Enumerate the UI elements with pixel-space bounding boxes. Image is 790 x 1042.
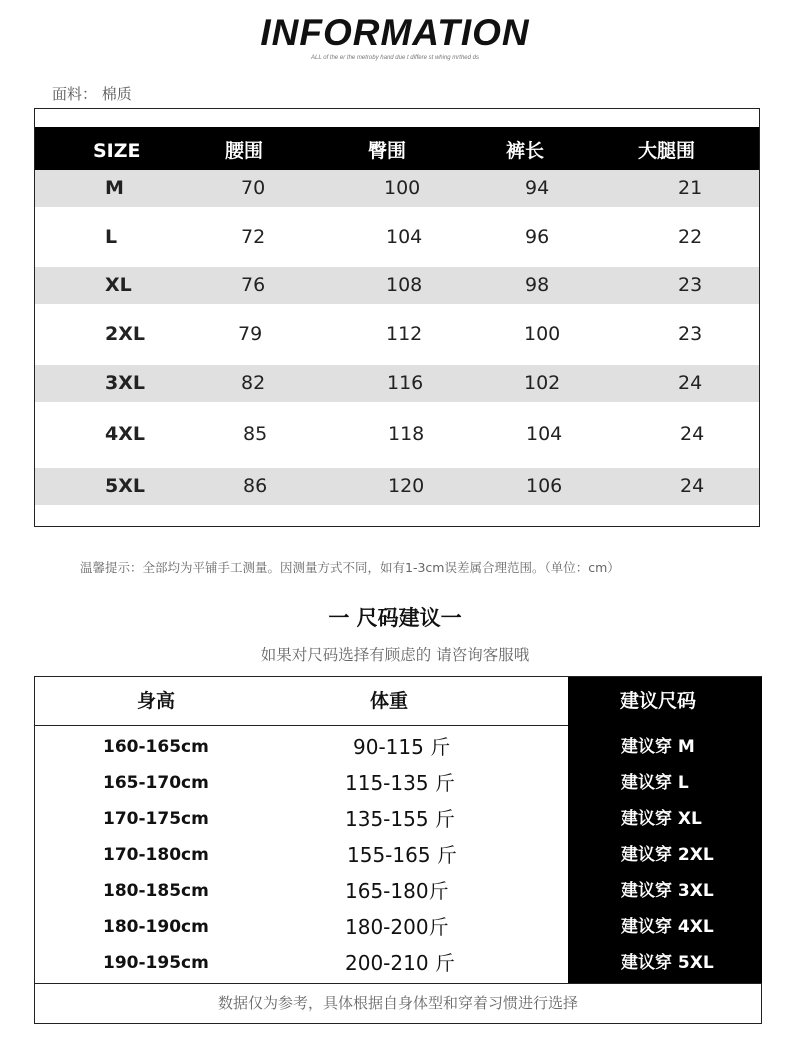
thigh-cell: 22 <box>678 226 703 248</box>
measurement-tip: 温馨提示：全部均为平铺手工测量。因测量方式不同，如有1-3cm误差属合理范围。（单位：cm） <box>80 560 620 575</box>
thigh-cell: 24 <box>678 372 703 394</box>
header-divider <box>35 725 568 726</box>
weight-cell: 115-135 斤 <box>345 771 455 795</box>
thigh-cell: 24 <box>680 475 705 497</box>
table-row <box>35 267 759 304</box>
weight-cell: 165-180斤 <box>345 879 449 903</box>
recommendation-table <box>34 676 762 1024</box>
size-cell: 建议穿 3XL <box>621 881 714 901</box>
hip-cell: 116 <box>387 372 424 394</box>
height-cell: 180-190cm <box>103 917 209 937</box>
length-cell: 94 <box>525 177 550 199</box>
size-cell: 建议穿 4XL <box>621 917 714 937</box>
size-cell: 5XL <box>105 475 145 497</box>
size-cell: XL <box>105 274 132 296</box>
size-cell: 建议穿 M <box>621 737 695 757</box>
waist-cell: 79 <box>238 323 263 345</box>
size-cell: L <box>105 226 118 248</box>
thigh-cell: 23 <box>678 323 703 345</box>
size-cell: 建议穿 5XL <box>621 953 714 973</box>
table-row <box>35 729 761 765</box>
waist-cell: 85 <box>243 423 268 445</box>
waist-cell: 70 <box>241 177 266 199</box>
table-row <box>35 316 759 353</box>
weight-cell: 155-165 斤 <box>347 843 457 867</box>
size-table-header <box>35 127 759 175</box>
table-row <box>35 945 761 981</box>
size-cell: 2XL <box>105 323 145 345</box>
hip-cell: 100 <box>384 177 421 199</box>
hip-cell: 108 <box>386 274 423 296</box>
waist-cell: 82 <box>241 372 266 394</box>
size-cell: M <box>105 177 124 199</box>
recommendation-title: 一 尺码建议一 <box>328 606 462 630</box>
table-row <box>35 765 761 801</box>
waist-cell: 72 <box>241 226 266 248</box>
length-cell: 106 <box>526 475 563 497</box>
table-row <box>35 416 759 453</box>
recommendation-subtitle: 如果对尺码选择有顾虑的 请咨询客服哦 <box>260 646 530 664</box>
hip-cell: 112 <box>386 323 423 345</box>
length-cell: 100 <box>524 323 561 345</box>
size-table <box>34 108 760 527</box>
column-header-weight: 体重 <box>370 690 409 712</box>
table-row <box>35 873 761 909</box>
page-title: INFORMATION <box>260 12 530 53</box>
hip-cell: 104 <box>386 226 423 248</box>
reference-note: 数据仅为参考，具体根据自身体型和穿着习惯进行选择 <box>217 994 578 1012</box>
height-cell: 160-165cm <box>103 737 209 757</box>
waist-cell: 86 <box>243 475 268 497</box>
height-cell: 170-175cm <box>103 809 209 829</box>
length-cell: 96 <box>525 226 550 248</box>
length-cell: 102 <box>524 372 561 394</box>
weight-cell: 90-115 斤 <box>353 735 451 759</box>
table-row <box>35 365 759 402</box>
table-row <box>35 801 761 837</box>
weight-cell: 200-210 斤 <box>345 951 455 975</box>
column-header-size: SIZE <box>93 140 141 162</box>
thigh-cell: 24 <box>680 423 705 445</box>
size-cell: 3XL <box>105 372 145 394</box>
height-cell: 190-195cm <box>103 953 209 973</box>
table-row <box>35 468 759 505</box>
table-row <box>35 219 759 256</box>
size-cell: 建议穿 2XL <box>621 845 714 865</box>
size-cell: 建议穿 XL <box>621 809 702 829</box>
thigh-cell: 23 <box>678 274 703 296</box>
column-header-waist: 腰围 <box>225 140 264 162</box>
column-header-hip: 臀围 <box>368 140 407 162</box>
height-cell: 170-180cm <box>103 845 209 865</box>
column-header-recommended-size: 建议尺码 <box>620 690 697 712</box>
waist-cell: 76 <box>241 274 266 296</box>
height-cell: 165-170cm <box>103 773 209 793</box>
column-header-thigh: 大腿围 <box>638 140 696 162</box>
hip-cell: 120 <box>388 475 425 497</box>
thigh-cell: 21 <box>678 177 703 199</box>
table-row <box>35 909 761 945</box>
column-header-height: 身高 <box>137 690 176 712</box>
length-cell: 104 <box>526 423 563 445</box>
page-subtitle: ALL of the er the metroby hand due t differe st whing mrthed ds <box>311 55 479 61</box>
column-header-length: 裤长 <box>506 140 545 162</box>
size-cell: 4XL <box>105 423 145 445</box>
weight-cell: 135-155 斤 <box>345 807 455 831</box>
height-cell: 180-185cm <box>103 881 209 901</box>
fabric-label: 面料： 棉质 <box>52 85 132 103</box>
size-cell: 建议穿 L <box>621 773 689 793</box>
table-row <box>35 837 761 873</box>
weight-cell: 180-200斤 <box>345 915 449 939</box>
table-row <box>35 170 759 207</box>
length-cell: 98 <box>525 274 550 296</box>
hip-cell: 118 <box>388 423 425 445</box>
